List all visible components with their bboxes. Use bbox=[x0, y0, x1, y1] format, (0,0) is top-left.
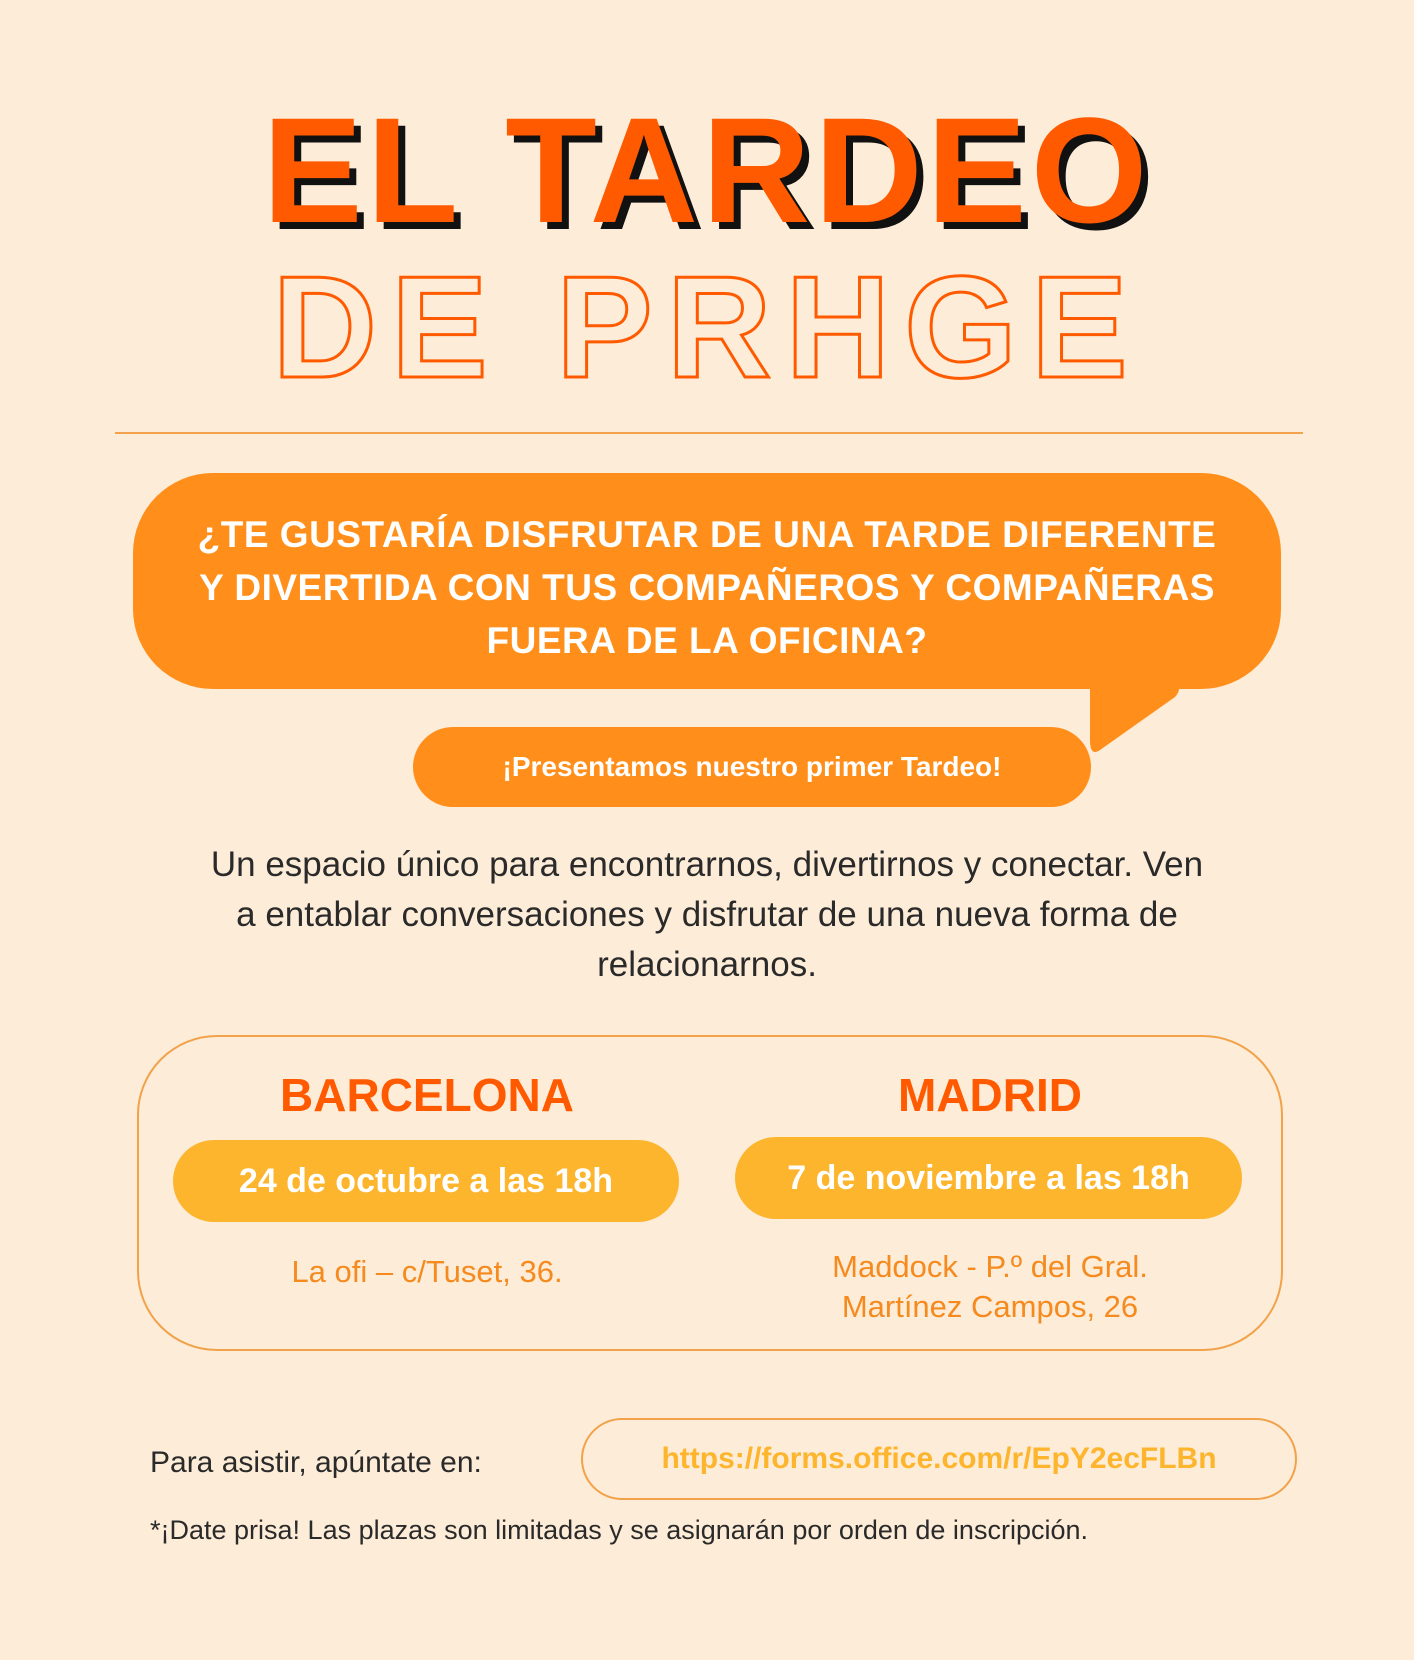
question-text bbox=[133, 508, 1281, 667]
address-madrid bbox=[735, 1247, 1245, 1327]
divider bbox=[115, 432, 1303, 434]
description-line: a entablar conversaciones y disfrutar de una nueva forma de bbox=[236, 895, 1178, 934]
city-madrid: MADRID bbox=[898, 1069, 1082, 1121]
footnote: *¡Date prisa! Las plazas son limitadas y se asignarán por orden de inscripción. bbox=[150, 1515, 1088, 1545]
city-barcelona: BARCELONA bbox=[280, 1069, 574, 1121]
signup-label: Para asistir, apúntate en: bbox=[150, 1446, 482, 1479]
date-madrid: 7 de noviembre a las 18h bbox=[735, 1137, 1242, 1219]
date-barcelona: 24 de octubre a las 18h bbox=[173, 1140, 679, 1222]
title-line-2: DE PRHGE bbox=[272, 246, 1142, 408]
address-line: Maddock - P.º del Gral. bbox=[832, 1249, 1148, 1284]
address-barcelona bbox=[172, 1252, 682, 1292]
question-line: ¿TE GUSTARÍA DISFRUTAR DE UNA TARDE DIFERENTE bbox=[197, 514, 1217, 555]
signup-link[interactable]: https://forms.office.com/r/EpY2ecFLBn bbox=[581, 1418, 1297, 1500]
address-line: Martínez Campos, 26 bbox=[841, 1289, 1139, 1324]
description bbox=[125, 840, 1289, 990]
description-line: Un espacio único para encontrarnos, divertirnos y conectar. Ven bbox=[210, 845, 1204, 884]
description-line: relacionarnos. bbox=[597, 945, 817, 984]
address-line: La ofi – c/Tuset, 36. bbox=[291, 1254, 563, 1289]
intro-pill: ¡Presentamos nuestro primer Tardeo! bbox=[413, 727, 1091, 807]
speech-bubble-tail bbox=[1090, 685, 1200, 765]
title-line-1: EL TARDEO bbox=[262, 86, 1152, 254]
question-line: FUERA DE LA OFICINA? bbox=[486, 620, 928, 661]
question-line: Y DIVERTIDA CON TUS COMPAÑEROS Y COMPAÑERAS bbox=[199, 567, 1215, 608]
